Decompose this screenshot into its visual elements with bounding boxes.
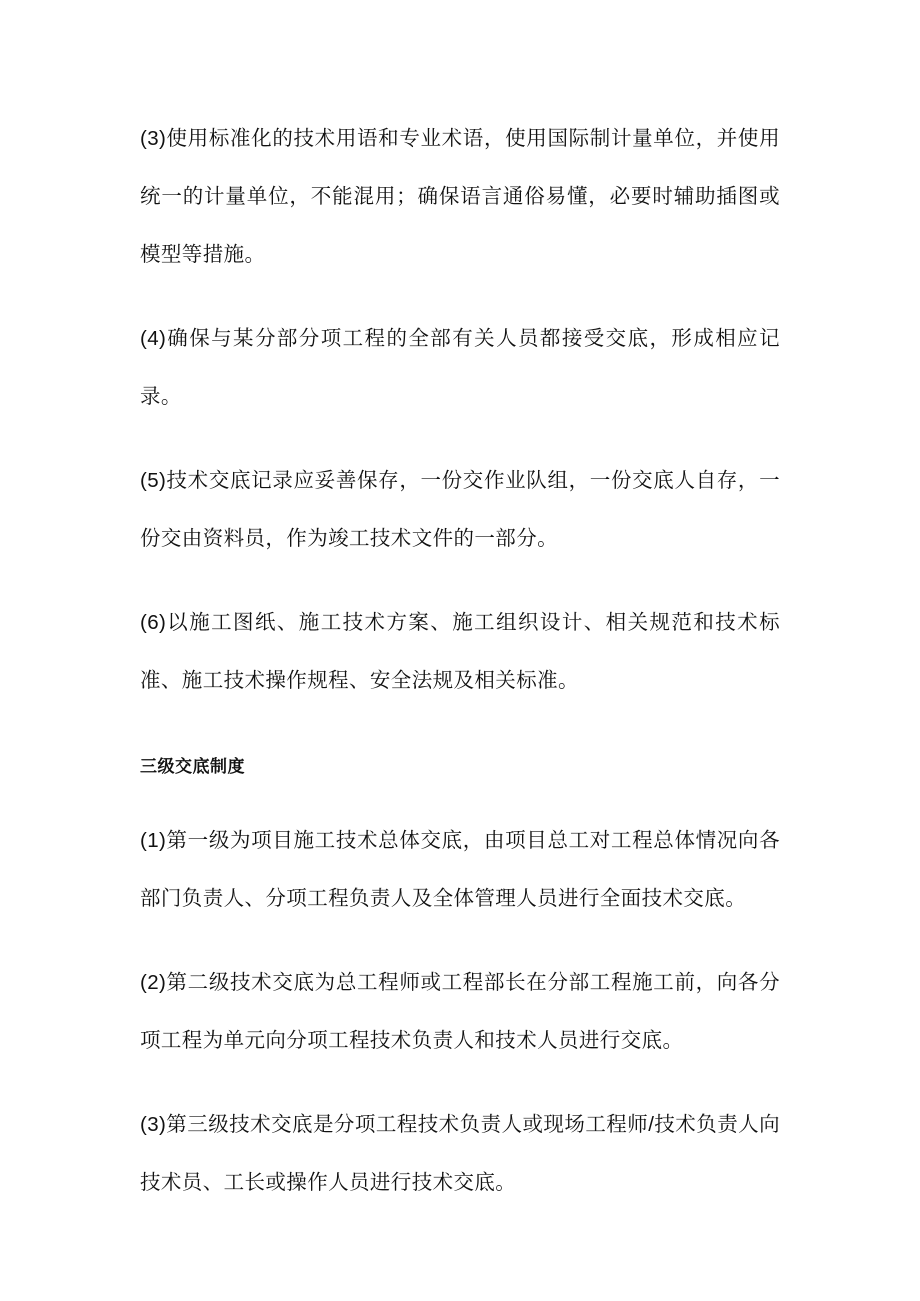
paragraph-level-2: (2)第二级技术交底为总工程师或工程部长在分部工程施工前，向各分项工程为单元向分项工程技术负责人和技术人员进行交底。 [140,971,780,1052]
paragraph-5: (5)技术交底记录应妥善保存，一份交作业队组，一份交底人自存，一份交由资料员，作为竣工技术文件的一部分。 [140,469,780,550]
section-heading-three-level-system: 三级交底制度 [140,757,245,776]
paragraph-3: (3)使用标准化的技术用语和专业术语，使用国际制计量单位，并使用统一的计量单位，不能混用；确保语言通俗易懂，必要时辅助插图或模型等措施。 [140,127,780,266]
paragraph-6: (6)以施工图纸、施工技术方案、施工组织设计、相关规范和技术标准、施工技术操作规程、安全法规及相关标准。 [140,611,780,692]
paragraph-4: (4)确保与某分部分项工程的全部有关人员都接受交底，形成相应记录。 [140,327,780,408]
paragraph-level-3: (3)第三级技术交底是分项工程技术负责人或现场工程师/技术负责人向技术员、工长或操作人员进行技术交底。 [140,1113,780,1194]
paragraph-level-1: (1)第一级为项目施工技术总体交底，由项目总工对工程总体情况向各部门负责人、分项工程负责人及全体管理人员进行全面技术交底。 [140,829,780,910]
